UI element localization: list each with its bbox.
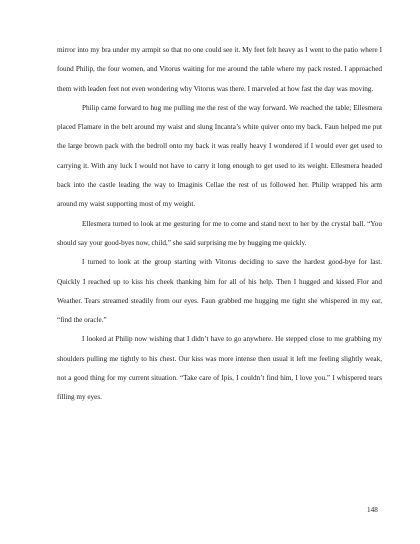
page-number: 148: [367, 506, 378, 514]
paragraph-5: I looked at Philip now wishing that I didn’t have to go anywhere. He stepped close to me grabbing my shoulders pulling me tightly to his chest. Our kiss was more intense then usual it left me feeling slightly weak, not a good thing for my current situation. “Take care of Ipis, I couldn’t find him, I love you.” I whispered tears filling my eyes.: [57, 335, 382, 402]
paragraph-4: I turned to look at the group starting with Vitorus deciding to save the hardest good-bye for last. Quickly I reached up to kiss his cheek thanking him for all of his help. Then I hugged and kissed Flor and Weather. Tears streamed steadily from our eyes. Faun grabbed me hugging me tight she whispered in my ear, “find the oracle.”: [57, 258, 382, 325]
paragraph-3: Ellesmera turned to look at me gesturing for me to come and stand next to her by the crystal ball. “You should say your good-byes now, child,” she said surprising me by hugging me quickly.: [57, 219, 382, 247]
paragraph-1: mirror into my bra under my armpit so that no one could see it. My feet felt heavy as I went to the patio where I found Philip, the four women, and Vitorus waiting for me around the table where my pack rested. I approached them with leaden feet not even wondering why Vitorus was there. I marveled at how fast the day was moving.: [57, 46, 382, 93]
paragraph-2: Philip came forward to hug me pulling me the rest of the way forward. We reached the table; Ellesmera placed Flamare in the belt around my waist and slung Incanta’s white quiver onto my back. Faun helped me put the large brown pack with the bedroll onto my back it was really heavy I wondered if I would ever get used to carrying it. With any luck I would not have to carry it long enough to get used to its weight. Ellesmera headed back into the castle leading the way to Imaginis Cellae the rest of us followed her. Philip wrapped his arm around my waist supporting most of my weight.: [57, 103, 382, 209]
body-text: [57, 41, 382, 408]
